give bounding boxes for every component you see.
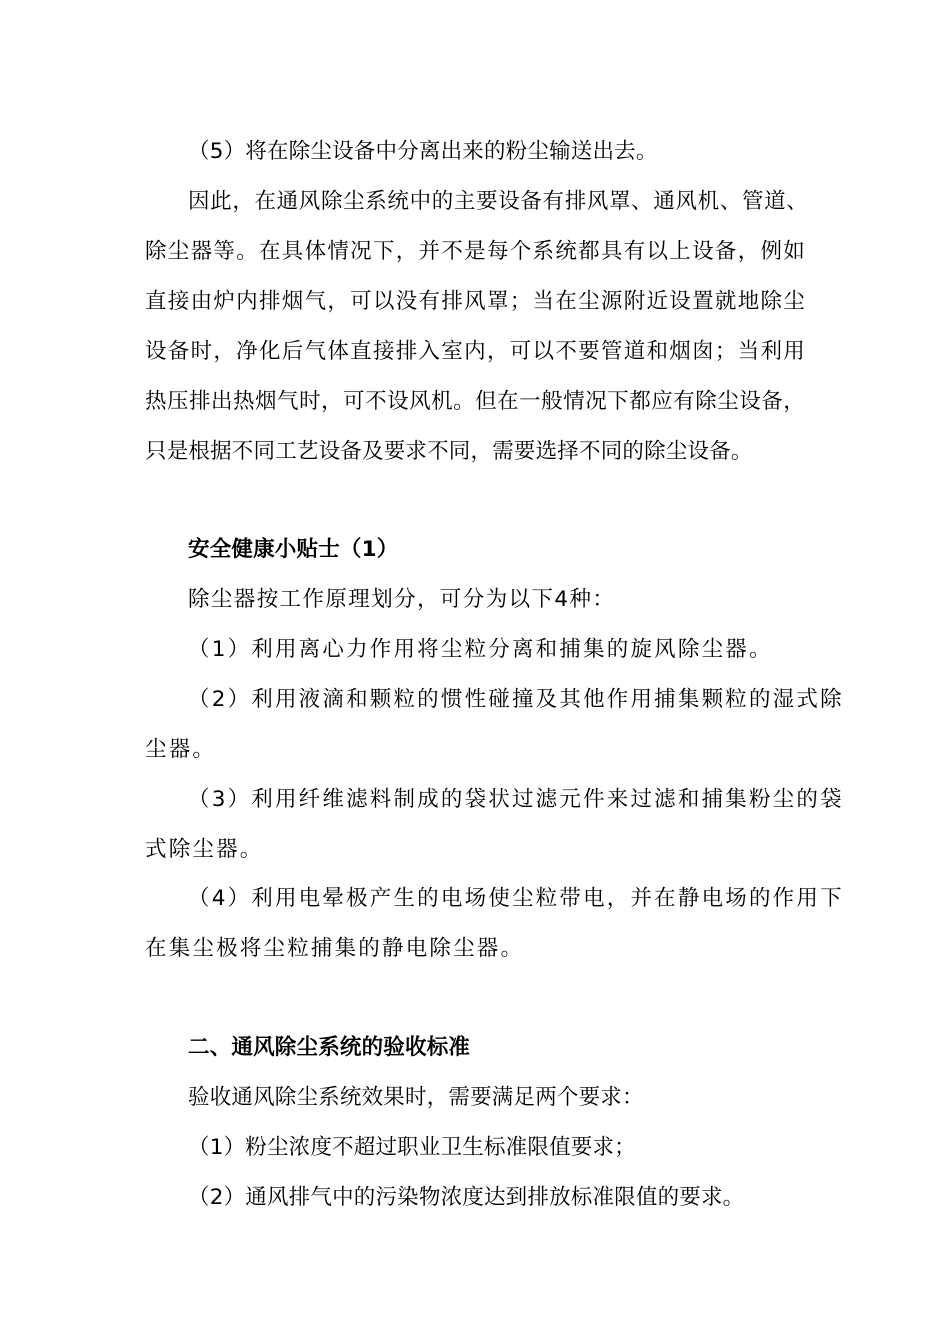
paragraph-line-1: 因此，在通风除尘系统中的主要设备有排风罩、通风机、管道、 (188, 189, 808, 214)
paragraph-line-5: 热压排出热烟气时，可不设风机。但在一般情况下都应有除尘设备， (145, 389, 805, 414)
requirement-2: （2）通风排气中的污染物浓度达到排放标准限值的要求。 (188, 1185, 745, 1210)
tips-item-4-line-2: 在集尘极将尘粒捕集的静电除尘器。 (145, 936, 525, 961)
list-item-5: （5）将在除尘设备中分离出来的粉尘输送出去。 (188, 139, 658, 164)
tips-item-2-line-1: （2）利用液滴和颗粒的惯性碰撞及其他作用捕集颗粒的湿式除 (188, 687, 844, 712)
paragraph-line-2: 除尘器等。在具体情况下，并不是每个系统都具有以上设备，例如 (145, 239, 805, 264)
paragraph-line-3: 直接由炉内排烟气，可以没有排风罩；当在尘源附近设置就地除尘 (145, 289, 805, 314)
tips-item-2-line-2: 尘器。 (145, 737, 217, 762)
tips-item-4-line-1: （4）利用电晕极产生的电场使尘粒带电，并在静电场的作用下 (188, 886, 844, 911)
tips-item-1: （1）利用离心力作用将尘粒分离和捕集的旋风除尘器。 (188, 637, 773, 662)
requirement-1: （1）粉尘浓度不超过职业卫生标准限值要求； (188, 1135, 636, 1160)
section-heading: 二、通风除尘系统的验收标准 (188, 1035, 471, 1060)
paragraph-line-4: 设备时，净化后气体直接排入室内，可以不要管道和烟囱；当利用 (145, 339, 805, 364)
tips-title: 安全健康小贴士（1） (188, 537, 399, 562)
tips-item-3-line-2: 式除尘器。 (145, 837, 264, 862)
tips-intro: 除尘器按工作原理划分，可分为以下4种： (188, 587, 616, 612)
paragraph-line-6: 只是根据不同工艺设备及要求不同，需要选择不同的除尘设备。 (145, 439, 753, 464)
tips-item-3-line-1: （3）利用纤维滤料制成的袋状过滤元件来过滤和捕集粉尘的袋 (188, 787, 844, 812)
section-intro: 验收通风除尘系统效果时，需要满足两个要求： (188, 1085, 644, 1110)
